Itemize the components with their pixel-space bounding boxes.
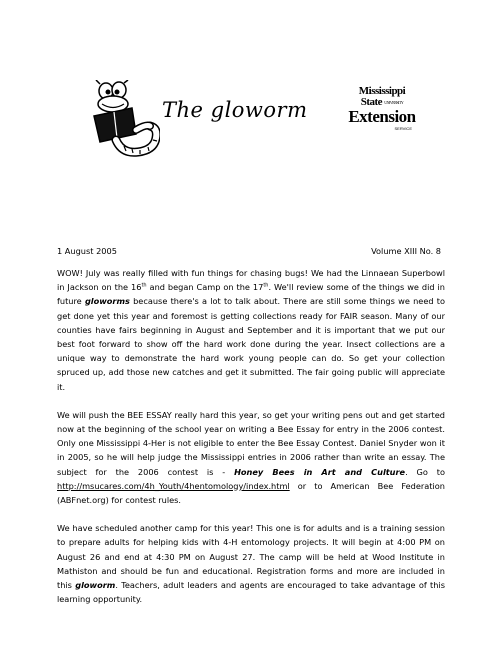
gloworm-emphasis: gloworm	[75, 580, 116, 591]
contest-subject: Honey Bees in Art and Culture	[234, 466, 406, 477]
paragraph-collections: WOW! July was really filled with fun things for chasing bugs! We had the Linnaean Superbowl in Jackson on the 16th and began Camp on the 17th. We'll review some of the things we did in future gloworms because there's a lot to talk about. There are still some things we need to get done yet this year and foremost is getting collections ready for FAIR season. Many of our counties have fairs beginning in August and September and it is important that we put our best foot forward to show off the hard work done during the year. Insect collections are a unique way to demonstrate the hard work young people can do. So get your collection spruced up, add those new catches and get it submitted. The fair going public will appreciate it.	[57, 268, 446, 392]
issue-date: 1 August 2005	[57, 246, 117, 256]
article-body	[57, 266, 445, 620]
msucares-link[interactable]: http://msucares.com/4h_Youth/4hentomology/index.html	[57, 480, 290, 491]
gloworms-emphasis: gloworms	[84, 296, 130, 307]
paragraph-adult-camp: We have scheduled another camp for this year! This one is for adults and is a training session to prepare adults for helping kids with 4-H entomology projects. It will begin at 4:00 PM on August 26 and end at 4:30 PM on August 27. The camp will be held at Wood Institute in Mathiston and should be fun and educational. Registration forms and more are included in this gloworm. Teachers, adult leaders and agents are encouraged to take advantage of this learning opportunity.	[57, 523, 445, 605]
logo-line-2: Extension	[348, 107, 416, 126]
glowworm-reading-book-icon	[88, 80, 160, 162]
paragraph-bee-essay: We will push the BEE ESSAY really hard this year, so get your writing pens out and get started now at the beginning of the school year on writing a Bee Essay for entry in the 2006 contest. Only one Mississippi 4-Her is not eligible to enter the Bee Essay Contest. Daniel Snyder won it in 2005, so he will help judge the Mississippi entries in 2006 rather than write an essay. The subject for the 2006 contest is - Honey Bees in Art and Culture. Go to http://msucares.com/4h_Youth/4hentomology/index.html or to American Bee Federation (ABFnet.org) for contest rules.	[57, 409, 445, 506]
newsletter-title: The gloworm	[162, 98, 308, 122]
logo-line-1: Mississippi State $^{UNIVERSITY}$	[358, 85, 406, 108]
issue-volume: Volume XIII No. 8	[371, 246, 441, 256]
logo-line-3: SERVICE	[394, 126, 412, 131]
msu-extension-logo	[348, 86, 416, 130]
